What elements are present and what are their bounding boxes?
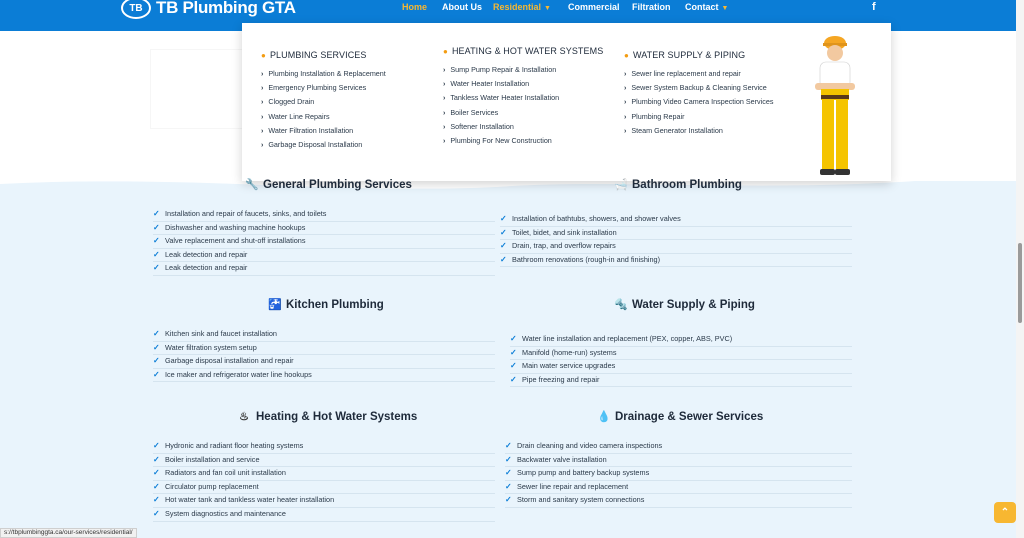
check-icon: ✓ (153, 342, 160, 352)
chevron-right-icon: › (624, 99, 627, 107)
check-icon: ✓ (153, 263, 160, 273)
chevron-right-icon: › (443, 67, 446, 74)
water-supply-list (510, 333, 852, 387)
bathtub-icon: 🛁 (614, 179, 628, 191)
check-icon: ✓ (153, 468, 160, 478)
water-drop-icon: 💧 (597, 411, 611, 423)
list-item: ✓ Bathroom renovations (rough-in and finishing) (500, 254, 852, 268)
bullet-icon: ● (443, 47, 448, 56)
nav-filtration[interactable]: Filtration (632, 2, 671, 12)
bathroom-list (500, 213, 852, 267)
check-icon: ✓ (500, 227, 507, 237)
heating-list (153, 440, 495, 522)
list-item: ✓ Backwater valve installation (505, 454, 852, 468)
check-icon: ✓ (500, 241, 507, 251)
check-icon: ✓ (153, 495, 160, 505)
menu-item[interactable]: › Sump Pump Repair & Installation (443, 65, 557, 74)
menu-heading: WATER SUPPLY & PIPING (632, 50, 746, 60)
pipe-icon: 🔩 (614, 299, 628, 311)
list-item: ✓ Sump pump and battery backup systems (505, 467, 852, 481)
check-icon: ✓ (505, 441, 512, 450)
check-icon: ✓ (510, 374, 517, 384)
menu-item[interactable]: › Water Filtration Installation (261, 125, 354, 135)
main-nav (0, 0, 1024, 16)
chevron-down-icon: ▼ (544, 5, 551, 12)
status-bar-url: s://tbplumbinggta.ca/our-services/residential/ (0, 528, 137, 538)
check-icon: ✓ (153, 236, 160, 246)
check-icon: ✓ (153, 508, 160, 518)
section-heading-drainage: 💧 Drainage & Sewer Services (597, 410, 764, 423)
chevron-down-icon: ▼ (721, 5, 729, 12)
chevron-right-icon: › (261, 85, 264, 93)
list-item: ✓ Hydronic and radiant floor heating systems (153, 440, 495, 454)
general-list (153, 208, 495, 276)
bullet-icon: ● (261, 51, 266, 60)
section-heading-kitchen: 🚰 Kitchen Plumbing (268, 298, 384, 311)
list-item: ✓ Installation and repair of faucets, sinks, and toilets (153, 208, 495, 222)
nav-contact[interactable] (685, 2, 728, 12)
wrench-icon: 🔧 (245, 179, 259, 191)
scrollbar[interactable] (1016, 0, 1024, 538)
check-icon: ✓ (153, 481, 160, 491)
list-item: ✓ Drain cleaning and video camera inspections (505, 440, 852, 454)
list-item: ✓ Storm and sanitary system connections (505, 494, 852, 508)
nav-commercial[interactable]: Commercial (568, 2, 620, 12)
check-icon: ✓ (500, 254, 507, 264)
menu-item[interactable]: › Emergency Plumbing Services (261, 83, 367, 93)
check-icon: ✓ (505, 495, 512, 505)
residential-dropdown (242, 23, 891, 181)
list-item: ✓ System diagnostics and maintenance (153, 508, 495, 522)
chevron-right-icon: › (261, 71, 264, 78)
list-item: ✓ Garbage disposal installation and repair (153, 355, 495, 369)
menu-item[interactable]: › Sewer line replacement and repair (624, 69, 741, 78)
menu-item[interactable]: › Steam Generator Installation (624, 125, 723, 135)
list-item: ✓ Dishwasher and washing machine hookups (153, 222, 495, 236)
flame-icon: ♨ (239, 411, 249, 423)
logo-text: TB Plumbing GTA (156, 0, 296, 17)
check-icon: ✓ (153, 249, 160, 259)
menu-item[interactable]: › Plumbing Repair (624, 111, 685, 121)
check-icon: ✓ (505, 454, 512, 464)
section-heading-heating: ♨ Heating & Hot Water Systems (239, 410, 418, 423)
chevron-right-icon: › (261, 113, 264, 121)
check-icon: ✓ (153, 454, 160, 464)
menu-item[interactable]: › Garbage Disposal Installation (261, 139, 363, 149)
nav-home[interactable]: Home (402, 2, 428, 12)
drainage-list (505, 440, 852, 508)
menu-item[interactable]: › Sewer System Backup & Cleaning Service (624, 83, 767, 93)
chevron-right-icon: › (261, 127, 264, 135)
nav-contact-label: Contact (685, 2, 719, 12)
list-item: ✓ Main water service upgrades (510, 360, 852, 374)
list-item: ✓ Ice maker and refrigerator water line hookups (153, 369, 495, 383)
section-heading-general: 🔧 General Plumbing Services (245, 178, 412, 191)
check-icon: ✓ (153, 329, 160, 338)
check-icon: ✓ (153, 369, 160, 379)
menu-item[interactable]: › Boiler Services (443, 107, 499, 117)
scrollbar-thumb[interactable] (1018, 243, 1022, 323)
chevron-right-icon: › (624, 127, 627, 135)
menu-item[interactable]: › Plumbing For New Construction (443, 135, 552, 145)
section-heading-bathroom: 🛁 Bathroom Plumbing (614, 178, 742, 191)
list-item: ✓ Manifold (home-run) systems (510, 347, 852, 361)
check-icon: ✓ (510, 347, 517, 357)
menu-item[interactable]: › Plumbing Video Camera Inspection Services (624, 97, 774, 107)
list-item: ✓ Sewer line repair and replacement (505, 481, 852, 495)
chevron-right-icon: › (624, 71, 627, 78)
menu-item[interactable]: › Plumbing Installation & Replacement (261, 69, 386, 78)
list-item: ✓ Hot water tank and tankless water heater installation (153, 494, 495, 508)
check-icon: ✓ (510, 361, 517, 371)
menu-item[interactable]: › Clogged Drain (261, 97, 315, 107)
list-item: ✓ Installation of bathtubs, showers, and shower valves (500, 213, 852, 227)
chevron-right-icon: › (261, 99, 264, 107)
chevron-right-icon: › (624, 85, 627, 93)
nav-residential[interactable] (493, 2, 551, 12)
menu-item[interactable]: › Water Heater Installation (443, 79, 530, 89)
list-item: ✓ Leak detection and repair (153, 249, 495, 263)
bullet-icon: ● (624, 51, 629, 60)
plumber-illustration (810, 33, 860, 179)
list-item: ✓ Leak detection and repair (153, 262, 495, 276)
check-icon: ✓ (500, 214, 507, 223)
check-icon: ✓ (510, 334, 517, 343)
chevron-right-icon: › (443, 95, 446, 103)
list-item: ✓ Pipe freezing and repair (510, 374, 852, 388)
list-item: ✓ Drain, trap, and overflow repairs (500, 240, 852, 254)
check-icon: ✓ (153, 222, 160, 232)
kitchen-list (153, 328, 495, 382)
menu-heading: HEATING & HOT WATER SYSTEMS (451, 46, 604, 56)
facebook-icon[interactable]: f (872, 1, 876, 13)
section-heading-water-supply: 🔩 Water Supply & Piping (614, 298, 755, 311)
menu-item[interactable]: › Water Line Repairs (261, 111, 330, 121)
chevron-up-icon: ⌃ (1000, 507, 1010, 518)
nav-about-us[interactable]: About Us (442, 2, 482, 12)
list-item: ✓ Water line installation and replacement (PEX, copper, ABS, PVC) (510, 333, 852, 347)
list-item: ✓ Valve replacement and shut-off installations (153, 235, 495, 249)
list-item: ✓ Water filtration system setup (153, 342, 495, 356)
list-item: ✓ Toilet, bidet, and sink installation (500, 227, 852, 241)
menu-item[interactable]: › Softener Installation (443, 121, 514, 131)
check-icon: ✓ (153, 209, 160, 218)
check-icon: ✓ (153, 441, 160, 450)
check-icon: ✓ (153, 356, 160, 366)
check-icon: ✓ (505, 468, 512, 478)
chevron-right-icon: › (624, 113, 627, 121)
sink-icon: 🚰 (268, 299, 282, 311)
chevron-right-icon: › (443, 137, 446, 145)
menu-heading: PLUMBING SERVICES (269, 50, 367, 60)
check-icon: ✓ (505, 481, 512, 491)
list-item: ✓ Radiators and fan coil unit installation (153, 467, 495, 481)
chevron-right-icon: › (443, 123, 446, 131)
menu-item[interactable]: › Tankless Water Heater Installation (443, 93, 560, 103)
menu-column-plumbing (261, 50, 386, 154)
list-item: ✓ Boiler installation and service (153, 454, 495, 468)
logo-mark: TB (121, 0, 151, 19)
list-item: ✓ Kitchen sink and faucet installation (153, 328, 495, 342)
menu-column-water-supply (624, 50, 773, 140)
scroll-to-top-button[interactable] (994, 502, 1016, 523)
chevron-right-icon: › (443, 81, 446, 89)
chevron-right-icon: › (261, 141, 264, 149)
list-item: ✓ Circulator pump replacement (153, 481, 495, 495)
chevron-right-icon: › (443, 109, 446, 117)
nav-residential-label: Residential (493, 2, 542, 12)
menu-column-heating (443, 46, 603, 150)
